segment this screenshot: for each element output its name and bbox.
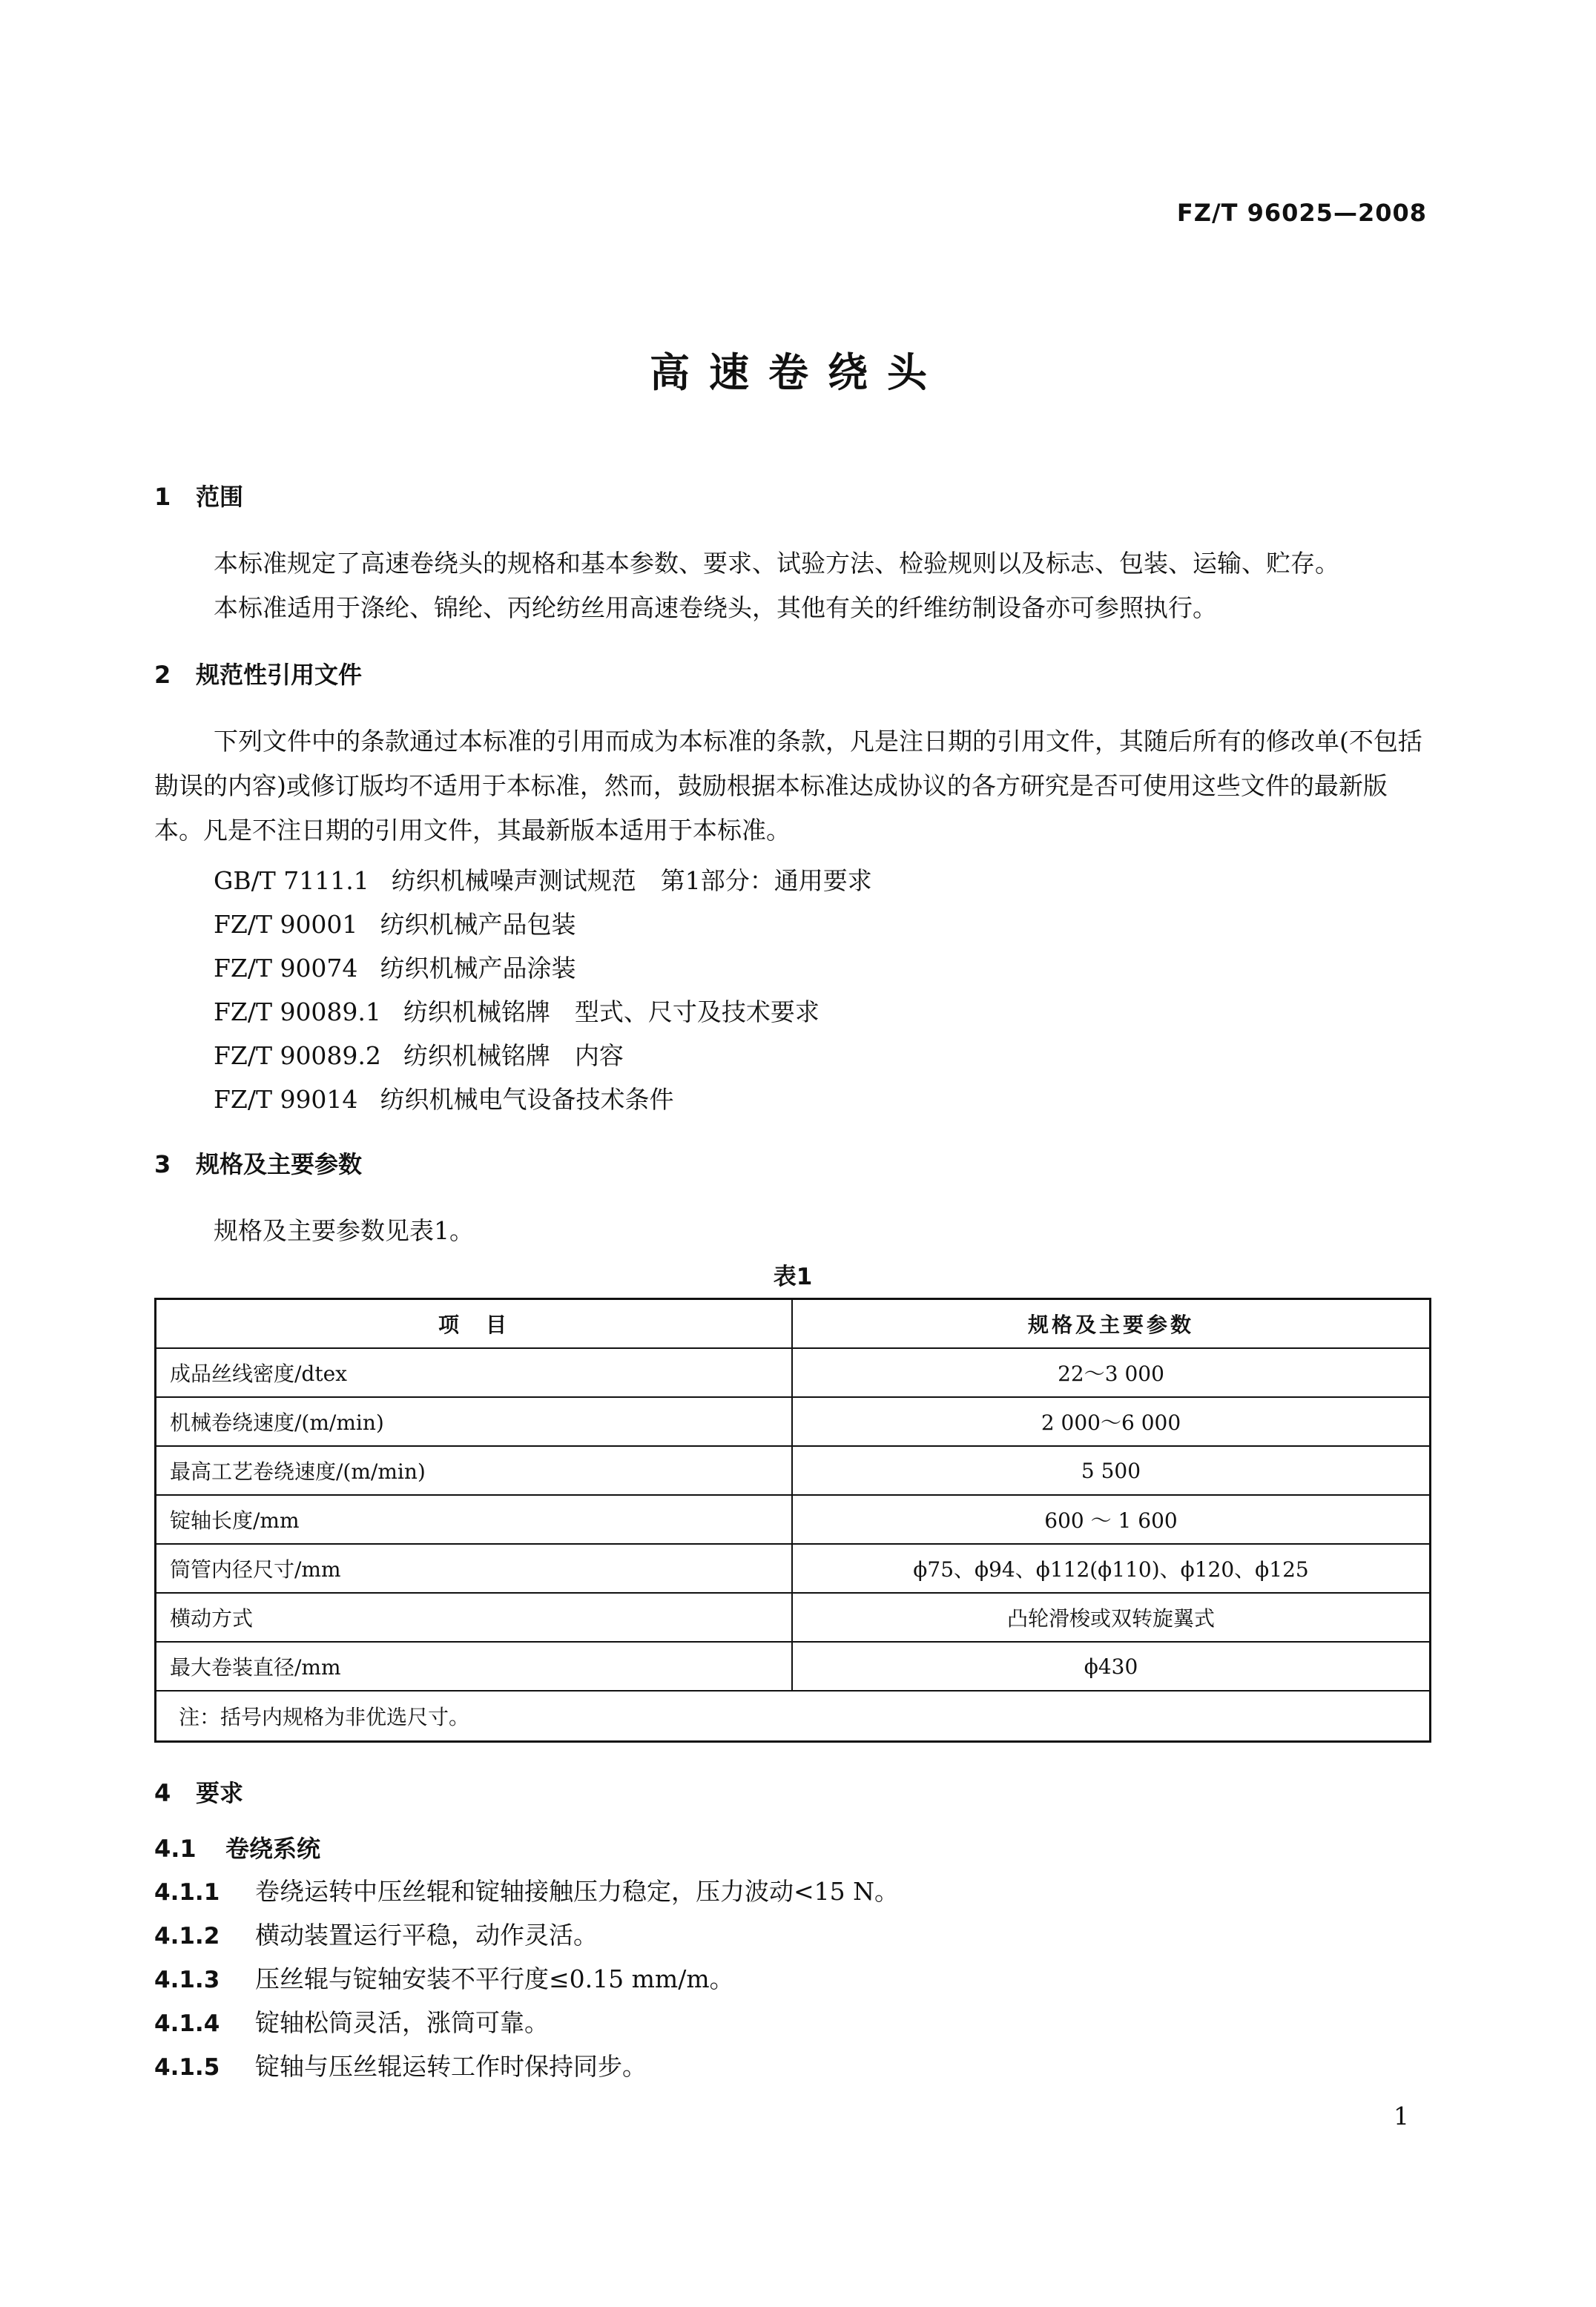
section-number: 2 [154, 661, 171, 689]
document-title: 高速卷绕头 [650, 349, 946, 396]
column-header-value: 规格及主要参数 [792, 1299, 1431, 1349]
paragraph: 本标准适用于涤纶、锦纶、丙纶纺丝用高速卷绕头，其他有关的纤维纺制设备亦可参照执行。 [214, 593, 1217, 622]
spec-table [154, 1298, 1431, 1743]
table-cell-value: 2 000～6 000 [792, 1397, 1431, 1446]
table-cell-value: 22～3 000 [792, 1348, 1431, 1397]
table-row [156, 1397, 1431, 1446]
clause-number: 4.1.3 [154, 1967, 220, 1993]
table-row [156, 1495, 1431, 1544]
table-row [156, 1593, 1431, 1642]
reference-code: FZ/T 90001 [214, 910, 358, 939]
clause [154, 1958, 1431, 2001]
list-item [154, 1077, 1431, 1121]
section-number: 1 [154, 483, 171, 511]
subsection-heading-winding-system [154, 1827, 1431, 1870]
section-title: 范围 [196, 483, 244, 511]
clause-text: 锭轴与压丝辊运转工作时保持同步。 [255, 2052, 647, 2081]
section-title: 要求 [196, 1779, 244, 1807]
section-title: 规范性引用文件 [196, 661, 363, 689]
list-item [154, 946, 1431, 990]
table-cell-item: 筒管内径尺寸/mm [156, 1544, 793, 1593]
table-cell-item: 最大卷装直径/mm [156, 1642, 793, 1691]
clause-number: 4.1.2 [154, 1923, 220, 1950]
table-cell-value: ϕ75、ϕ94、ϕ112(ϕ110)、ϕ120、ϕ125 [792, 1544, 1431, 1593]
subsection-number: 4.1 [154, 1835, 197, 1863]
document-body [154, 481, 1431, 2089]
table-cell-value: 600 ～ 1 600 [792, 1495, 1431, 1544]
clause-text: 卷绕运转中压丝辊和锭轴接触压力稳定，压力波动<15 N。 [255, 1877, 900, 1906]
section-number: 4 [154, 1779, 171, 1807]
reference-code: GB/T 7111.1 [214, 866, 369, 895]
clause-text: 横动装置运行平稳，动作灵活。 [255, 1921, 598, 1950]
table-note-row [156, 1691, 1431, 1742]
column-header-item: 项 目 [156, 1299, 793, 1349]
section-number: 3 [154, 1150, 171, 1178]
table-cell-item: 锭轴长度/mm [156, 1495, 793, 1544]
section-heading-specifications [154, 1148, 1431, 1181]
reference-title: 纺织机械产品涂装 [380, 954, 576, 983]
clause [154, 1914, 1431, 1958]
page-number: 1 [1394, 2102, 1409, 2131]
table-caption: 表1 [773, 1264, 813, 1290]
paragraph: 规格及主要参数见表1。 [214, 1216, 474, 1245]
section-heading-normative-references [154, 659, 1431, 691]
section-heading-requirements [154, 1777, 1431, 1809]
section-title: 规格及主要参数 [196, 1150, 363, 1178]
clause-number: 4.1.4 [154, 2010, 220, 2037]
table-header-row [156, 1299, 1431, 1349]
table-row [156, 1544, 1431, 1593]
clause [154, 1870, 1431, 1914]
paragraph: 下列文件中的条款通过本标准的引用而成为本标准的条款，凡是注日期的引用文件，其随后所有的修改单(不包括勘误的内容)或修订版均不适用于本标准，然而，鼓励根据本标准达成协议的各方研究是否可使用这些文件的最新版本。凡是不注日期的引用文件，其最新版本适用于本标准。 [154, 727, 1422, 845]
clause-text: 锭轴松筒灵活，涨筒可靠。 [255, 2008, 549, 2037]
reference-code: FZ/T 99014 [214, 1085, 358, 1114]
table-row [156, 1642, 1431, 1691]
table-cell-item: 横动方式 [156, 1593, 793, 1642]
reference-code: FZ/T 90089.1 [214, 997, 381, 1026]
clause [154, 2045, 1431, 2089]
table-cell-item: 最高工艺卷绕速度/(m/min) [156, 1446, 793, 1495]
table-row [156, 1348, 1431, 1397]
list-item [154, 990, 1431, 1034]
clause-number: 4.1.1 [154, 1879, 220, 1906]
section-heading-scope [154, 481, 1431, 513]
clause [154, 2001, 1431, 2045]
table-cell-value: ϕ430 [792, 1642, 1431, 1691]
reference-title: 纺织机械噪声测试规范 第1部分：通用要求 [391, 866, 872, 895]
reference-code: FZ/T 90089.2 [214, 1041, 381, 1070]
clause-text: 压丝辊与锭轴安装不平行度≤0.15 mm/m。 [255, 1964, 734, 1993]
list-item [154, 1034, 1431, 1077]
reference-code: FZ/T 90074 [214, 954, 358, 983]
clause-number: 4.1.5 [154, 2054, 220, 2081]
table-cell-item: 成品丝线密度/dtex [156, 1348, 793, 1397]
reference-title: 纺织机械铭牌 内容 [403, 1041, 624, 1070]
reference-title: 纺织机械铭牌 型式、尺寸及技术要求 [403, 997, 820, 1026]
list-item [154, 859, 1431, 902]
table-cell-value: 5 500 [792, 1446, 1431, 1495]
paragraph: 本标准规定了高速卷绕头的规格和基本参数、要求、试验方法、检验规则以及标志、包装、运输、贮存。 [214, 549, 1339, 578]
table-row [156, 1446, 1431, 1495]
table-cell-item: 机械卷绕速度/(m/min) [156, 1397, 793, 1446]
subsection-title: 卷绕系统 [225, 1835, 321, 1863]
standard-code: FZ/T 96025—2008 [1176, 199, 1427, 227]
table-note: 注：括号内规格为非优选尺寸。 [156, 1691, 1431, 1742]
reference-title: 纺织机械电气设备技术条件 [380, 1085, 674, 1114]
reference-list [154, 859, 1431, 1121]
reference-title: 纺织机械产品包装 [380, 910, 576, 939]
table-cell-value: 凸轮滑梭或双转旋翼式 [792, 1593, 1431, 1642]
list-item [154, 902, 1431, 946]
